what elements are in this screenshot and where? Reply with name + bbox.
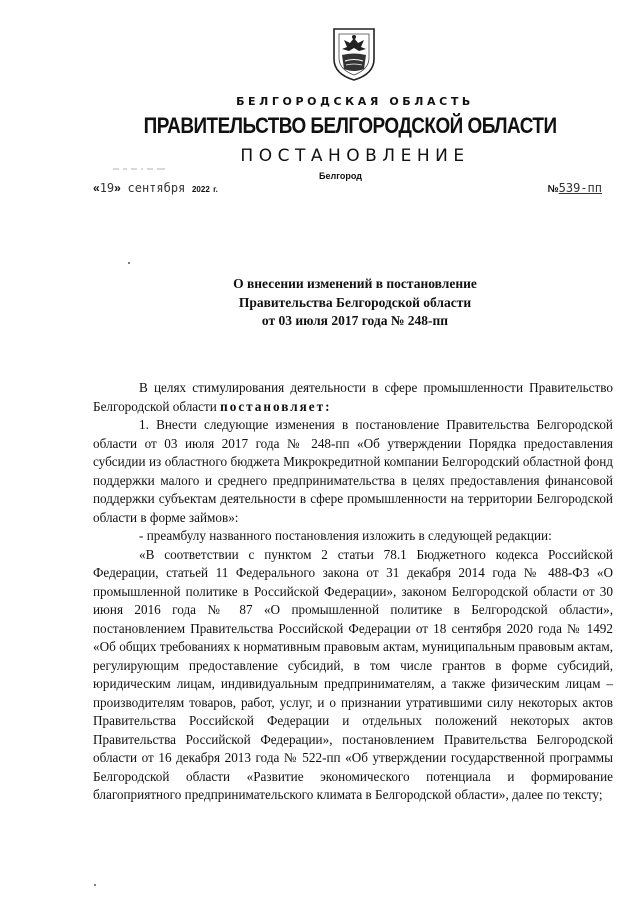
- document-title: [0, 275, 640, 331]
- intro-resolution-word: постановляет:: [220, 398, 332, 414]
- title-line: Правительства Белгородской области: [238, 294, 472, 310]
- decree-number: [547, 181, 602, 195]
- intro-paragraph: [93, 379, 613, 416]
- preamble-quote-paragraph: «В соответствии с пунктом 2 статьи 78.1 Бюджетного кодекса Российской Федерации, статьей 11 Федерального закона от 31 декабря 2014 года № 488-ФЗ «О промышленной политике в Российской Федерации», законом Белгородской области от 30 июня 2016 года № 87 «О промышленной политике в Белгородской области», постановлением Правительства Российской Федерации от 18 сентября 2020 года № 1492 «Об общих требованиях к нормативным правовым актам, муниципальным правовым актам, регулирующим предоставление субсидий, в том числе грантов в форме субсидий, юридическим лицам, индивидуальным предпринимателям, а также физическим лицам – производителям товаров, работ, услуг, и о признании утратившими силу некоторых актов Правительства Российской Федерации и отдельных положений некоторых актов Правительства Российской Федерации», постановлением Правительства Белгородской области от 16 декабря 2013 года № 522-пп «Об утверждении государственной программы Белгородской области «Развитие экономического потенциала и формирование благоприятного предпринимательского климата в Белгородской области», далее по тексту;: [93, 546, 613, 802]
- title-line: О внесении изменений в постановление: [233, 276, 477, 291]
- scan-speck: [128, 262, 130, 264]
- date-day: 19: [99, 181, 115, 195]
- belgorod-coat-of-arms-icon: [331, 25, 377, 81]
- item-1-paragraph: 1. Внести следующие изменения в постановление Правительства Белгородской области от 03 июля 2017 года № 248-пп «Об утверждении Порядка предоставления субсидии из областного бюджета Микрокредитной компании Белгородский областной фонд поддержки малого и среднего предпринимательства в целях предоставления финансовой поддержки субъектам деятельности в сфере промышленности на территории Белгородской области в форме займов»:: [93, 417, 613, 525]
- scan-speck: [94, 884, 96, 886]
- city-name: Белгород: [319, 171, 362, 181]
- document-type: ПОСТАНОВЛЕНИЕ: [240, 146, 470, 166]
- date-year: 2022: [191, 185, 210, 194]
- title-line: от 03 июля 2017 года № 248-пп: [261, 313, 449, 328]
- decree-date: [93, 181, 218, 195]
- number-value: 539-пп: [558, 181, 602, 195]
- date-open-quote: «: [93, 181, 100, 195]
- date-close-quote: »: [114, 181, 121, 195]
- intro-text: В целях стимулирования деятельности в сфере промышленности Правительство Белгородской области: [93, 380, 613, 414]
- number-sign: №: [547, 184, 559, 195]
- government-name: ПРАВИТЕЛЬСТВО БЕЛГОРОДСКОЙ ОБЛАСТИ: [143, 113, 557, 138]
- date-year-suffix: г.: [213, 185, 218, 194]
- document-body: [93, 379, 613, 805]
- date-month: сентября: [127, 181, 186, 195]
- region-name: БЕЛГОРОДСКАЯ ОБЛАСТЬ: [236, 95, 474, 108]
- margin-scribble: [113, 167, 167, 171]
- item-1-subitem-paragraph: - преамбулу названного постановления изложить в следующей редакции:: [139, 528, 552, 543]
